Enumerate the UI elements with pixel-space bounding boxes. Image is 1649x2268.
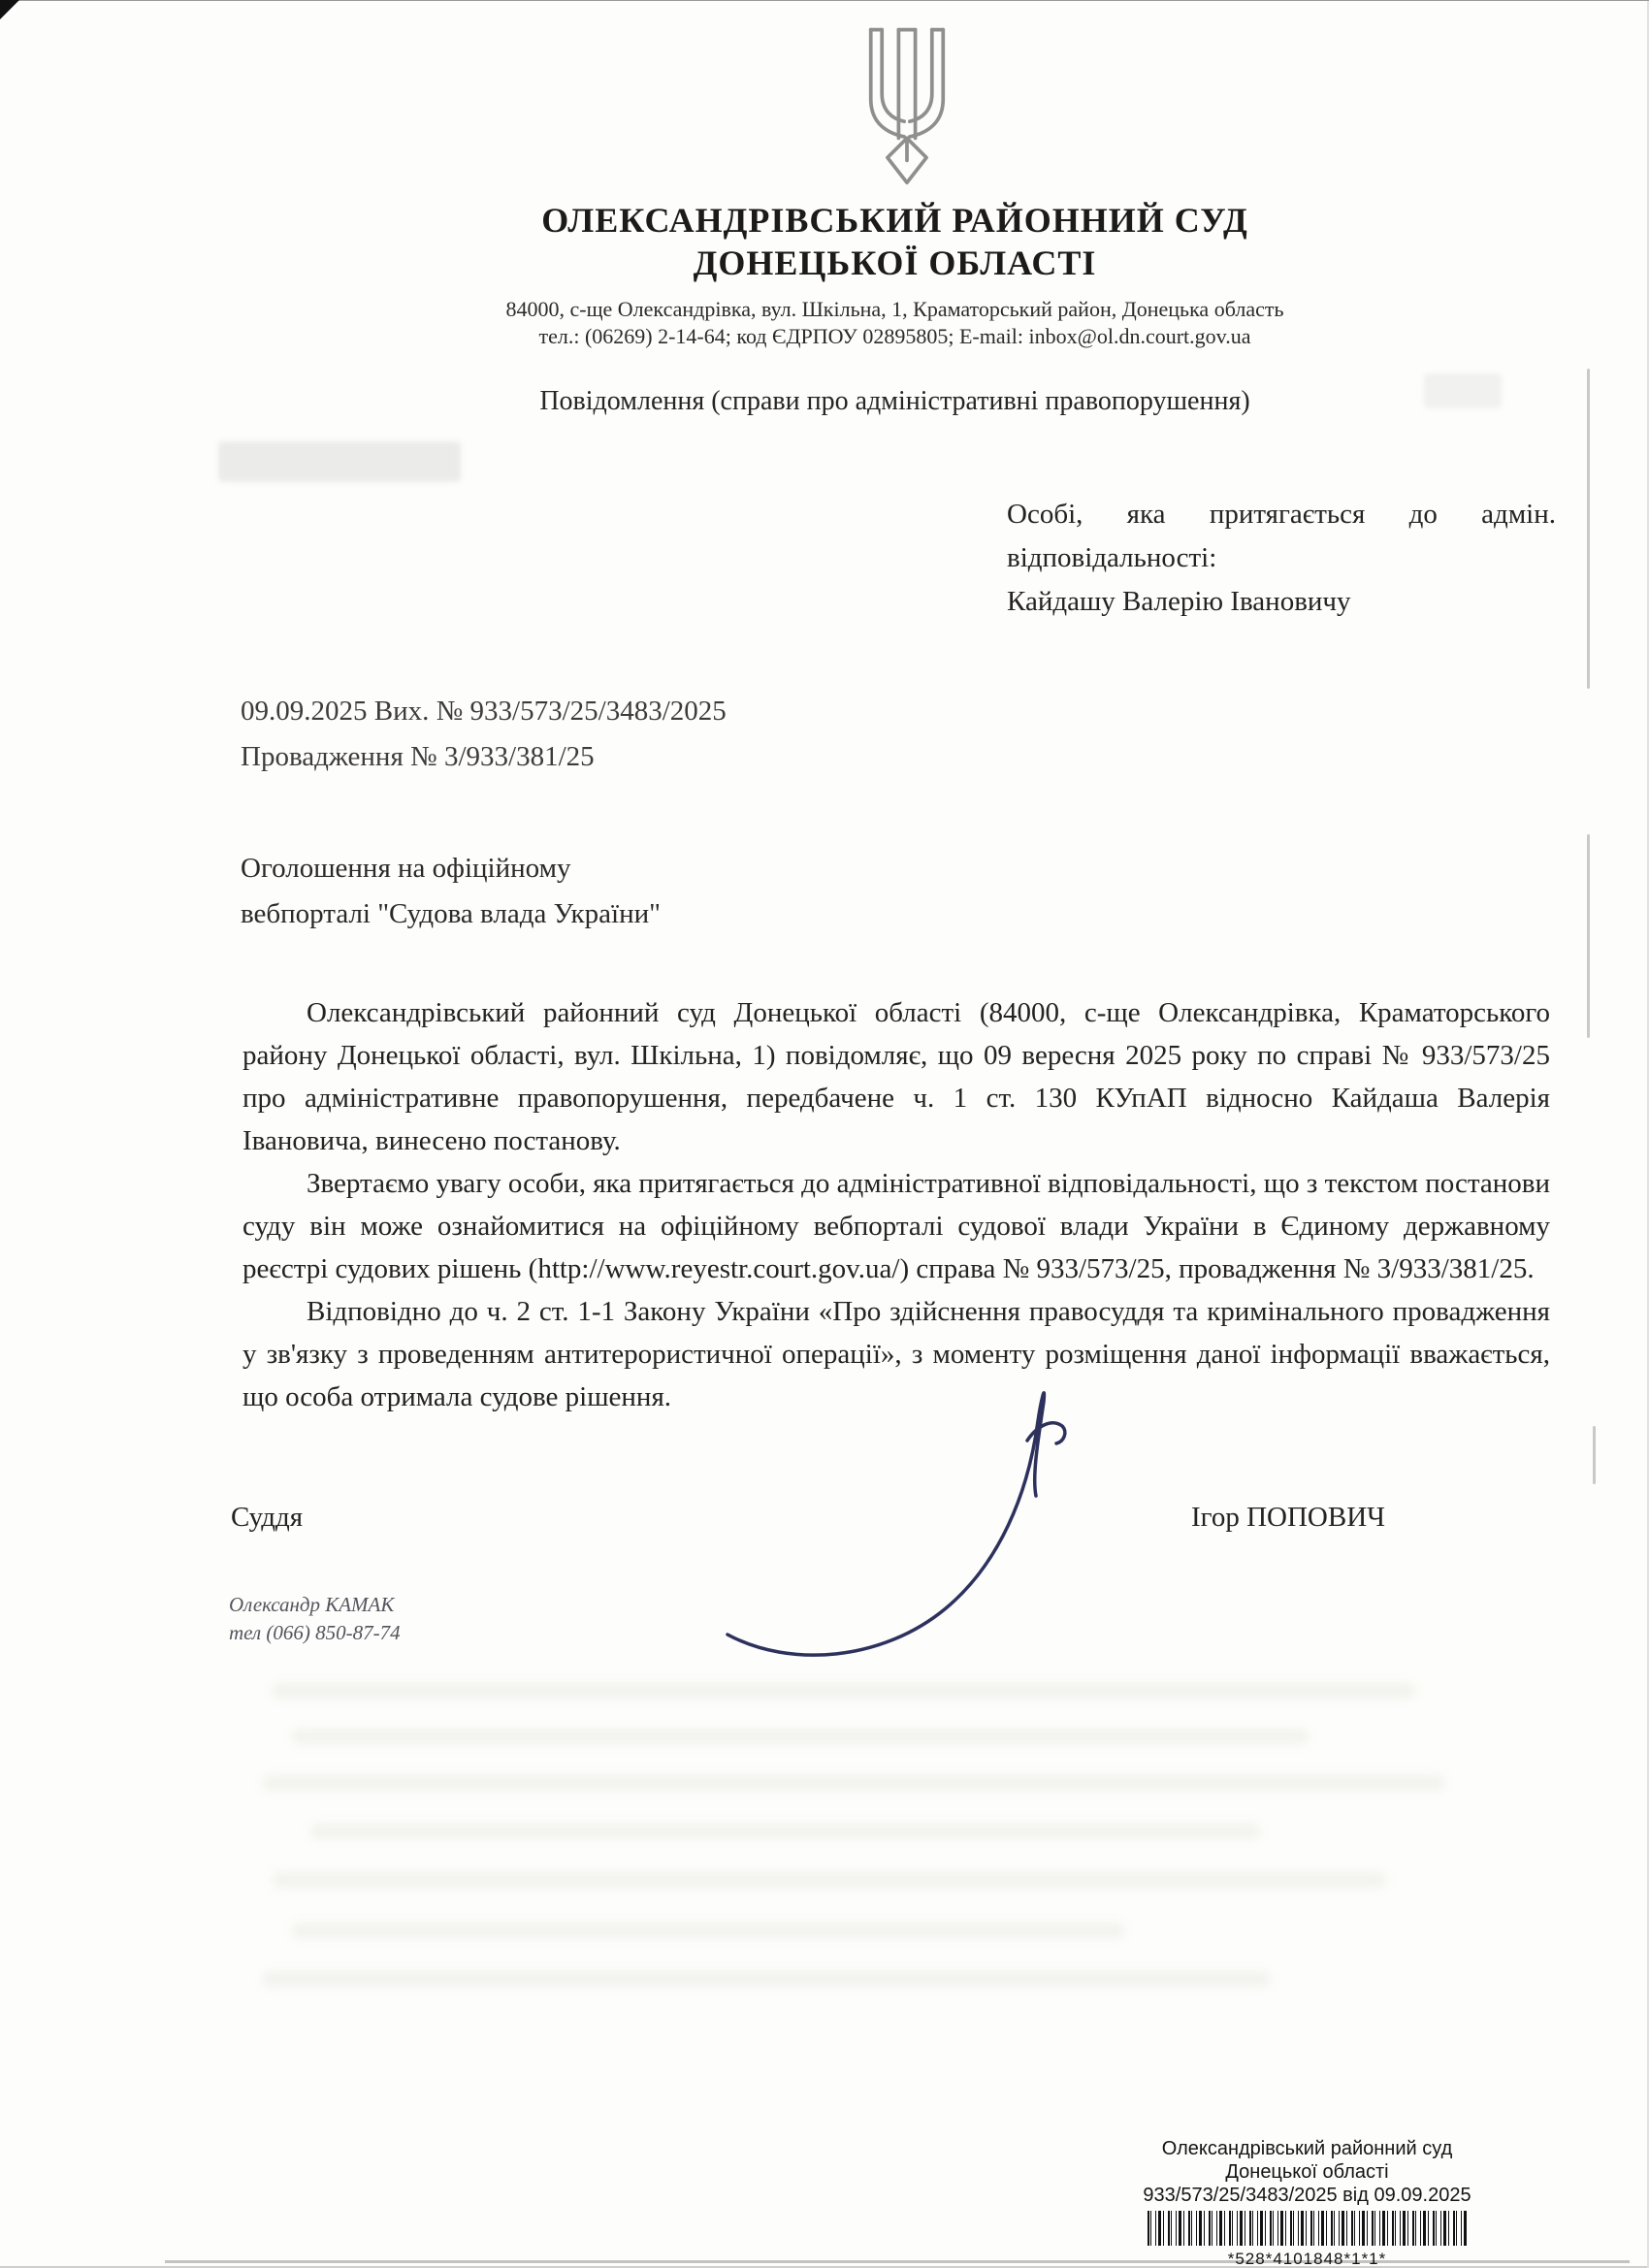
signer-role: Суддя: [231, 1502, 304, 1533]
court-address: 84000, с-ще Олександрівка, вул. Шкільна, 1, Краматорський район, Донецька область: [505, 297, 1284, 321]
scan-corner-artifact: [0, 0, 19, 19]
reference-block: [241, 689, 727, 780]
announcement-line1: Оголошення на офіційному: [241, 853, 571, 884]
outgoing-number: 09.09.2025 Вих. № 933/573/25/3483/2025: [241, 696, 727, 727]
proceeding-number: Провадження № 3/933/381/25: [241, 741, 595, 772]
bleed-through-artifact: [272, 1683, 1416, 1699]
trident-emblem-icon: [851, 21, 963, 188]
body-paragraph-1: Олександрівський районний суд Донецької області (84000, с-ще Олександрівка, Краматорського району Донецької області, вул. Шкільна, 1) повідомляє, що 09 вересня 2025 року по справі № 933/573/25 про адміністративне правопорушення, передбачене ч. 1 ст. 130 КУпАП відносно Кайдаша Валерія Івановича, винесено постанову.: [242, 997, 1550, 1156]
announcement-line2: вебпорталі "Судова влада України": [241, 898, 661, 929]
judge-signature: [713, 1348, 1120, 1673]
barcode-caption: *528*4101848*1*1*: [1227, 2250, 1387, 2268]
stamp-case-number: 933/573/25/3483/2025 від 09.09.2025: [1143, 2185, 1471, 2206]
scan-artifact: [1593, 1426, 1596, 1484]
signer-name: Ігор ПОПОВИЧ: [1191, 1502, 1385, 1533]
scan-artifact: [1587, 834, 1590, 1038]
recipient-block: [1007, 493, 1556, 624]
bleed-through-artifact: [310, 1824, 1261, 1839]
barcode: [1148, 2211, 1468, 2246]
document-subject: Повідомлення (справи про адміністративні правопорушення): [539, 386, 1250, 416]
recipient-name: Кайдашу Валерію Івановичу: [1007, 586, 1351, 617]
contact-person-name: Олександр КАМАК: [229, 1593, 395, 1616]
registration-stamp: [1082, 2137, 1533, 2268]
body-paragraph-3: Відповідно до ч. 2 ст. 1-1 Закону України «Про здійснення правосуддя та кримінального провадження у зв'язку з проведенням антитерористичної операції», з моменту розміщення даної інформації вважається, що особа отримала судове рішення.: [242, 1296, 1550, 1412]
letterhead: [170, 199, 1620, 350]
recipient-line1: Особі, яка притягається до адмін.: [1007, 499, 1556, 530]
bleed-through-artifact: [291, 1923, 1125, 1938]
bleed-through-artifact: [291, 1729, 1310, 1744]
court-contacts: тел.: (06269) 2-14-64; код ЄДРПОУ 02895805; E-mail: inbox@ol.dn.court.gov.ua: [538, 324, 1251, 348]
scan-smudge-artifact: [218, 441, 461, 482]
stamp-court-line1: Олександрівський районний суд: [1161, 2138, 1453, 2159]
body-paragraph-2: Звертаємо увагу особи, яка притягається до адміністративної відповідальності, що з текстом постанови суду він може ознайомитися на офіційному вебпорталі судової влади України в Єдиному державному реєстрі судових рішень (http://www.reyestr.court.gov.ua/) справа № 933/573/25, провадження № 3/933/381/25.: [242, 1168, 1550, 1284]
contact-person-block: [229, 1591, 401, 1647]
recipient-line2: відповідальності:: [1007, 542, 1217, 573]
announcement-block: [241, 846, 661, 937]
court-name-line2: ДОНЕЦЬКОЇ ОБЛАСТІ: [693, 243, 1097, 282]
bleed-through-artifact: [272, 1872, 1387, 1888]
court-name-line1: ОЛЕКСАНДРІВСЬКИЙ РАЙОННИЙ СУД: [541, 201, 1248, 240]
stamp-court-line2: Донецької області: [1225, 2161, 1389, 2183]
bleed-through-artifact: [262, 1971, 1271, 1987]
bleed-through-artifact: [262, 1775, 1445, 1791]
contact-person-phone: тел (066) 850-87-74: [229, 1621, 401, 1644]
